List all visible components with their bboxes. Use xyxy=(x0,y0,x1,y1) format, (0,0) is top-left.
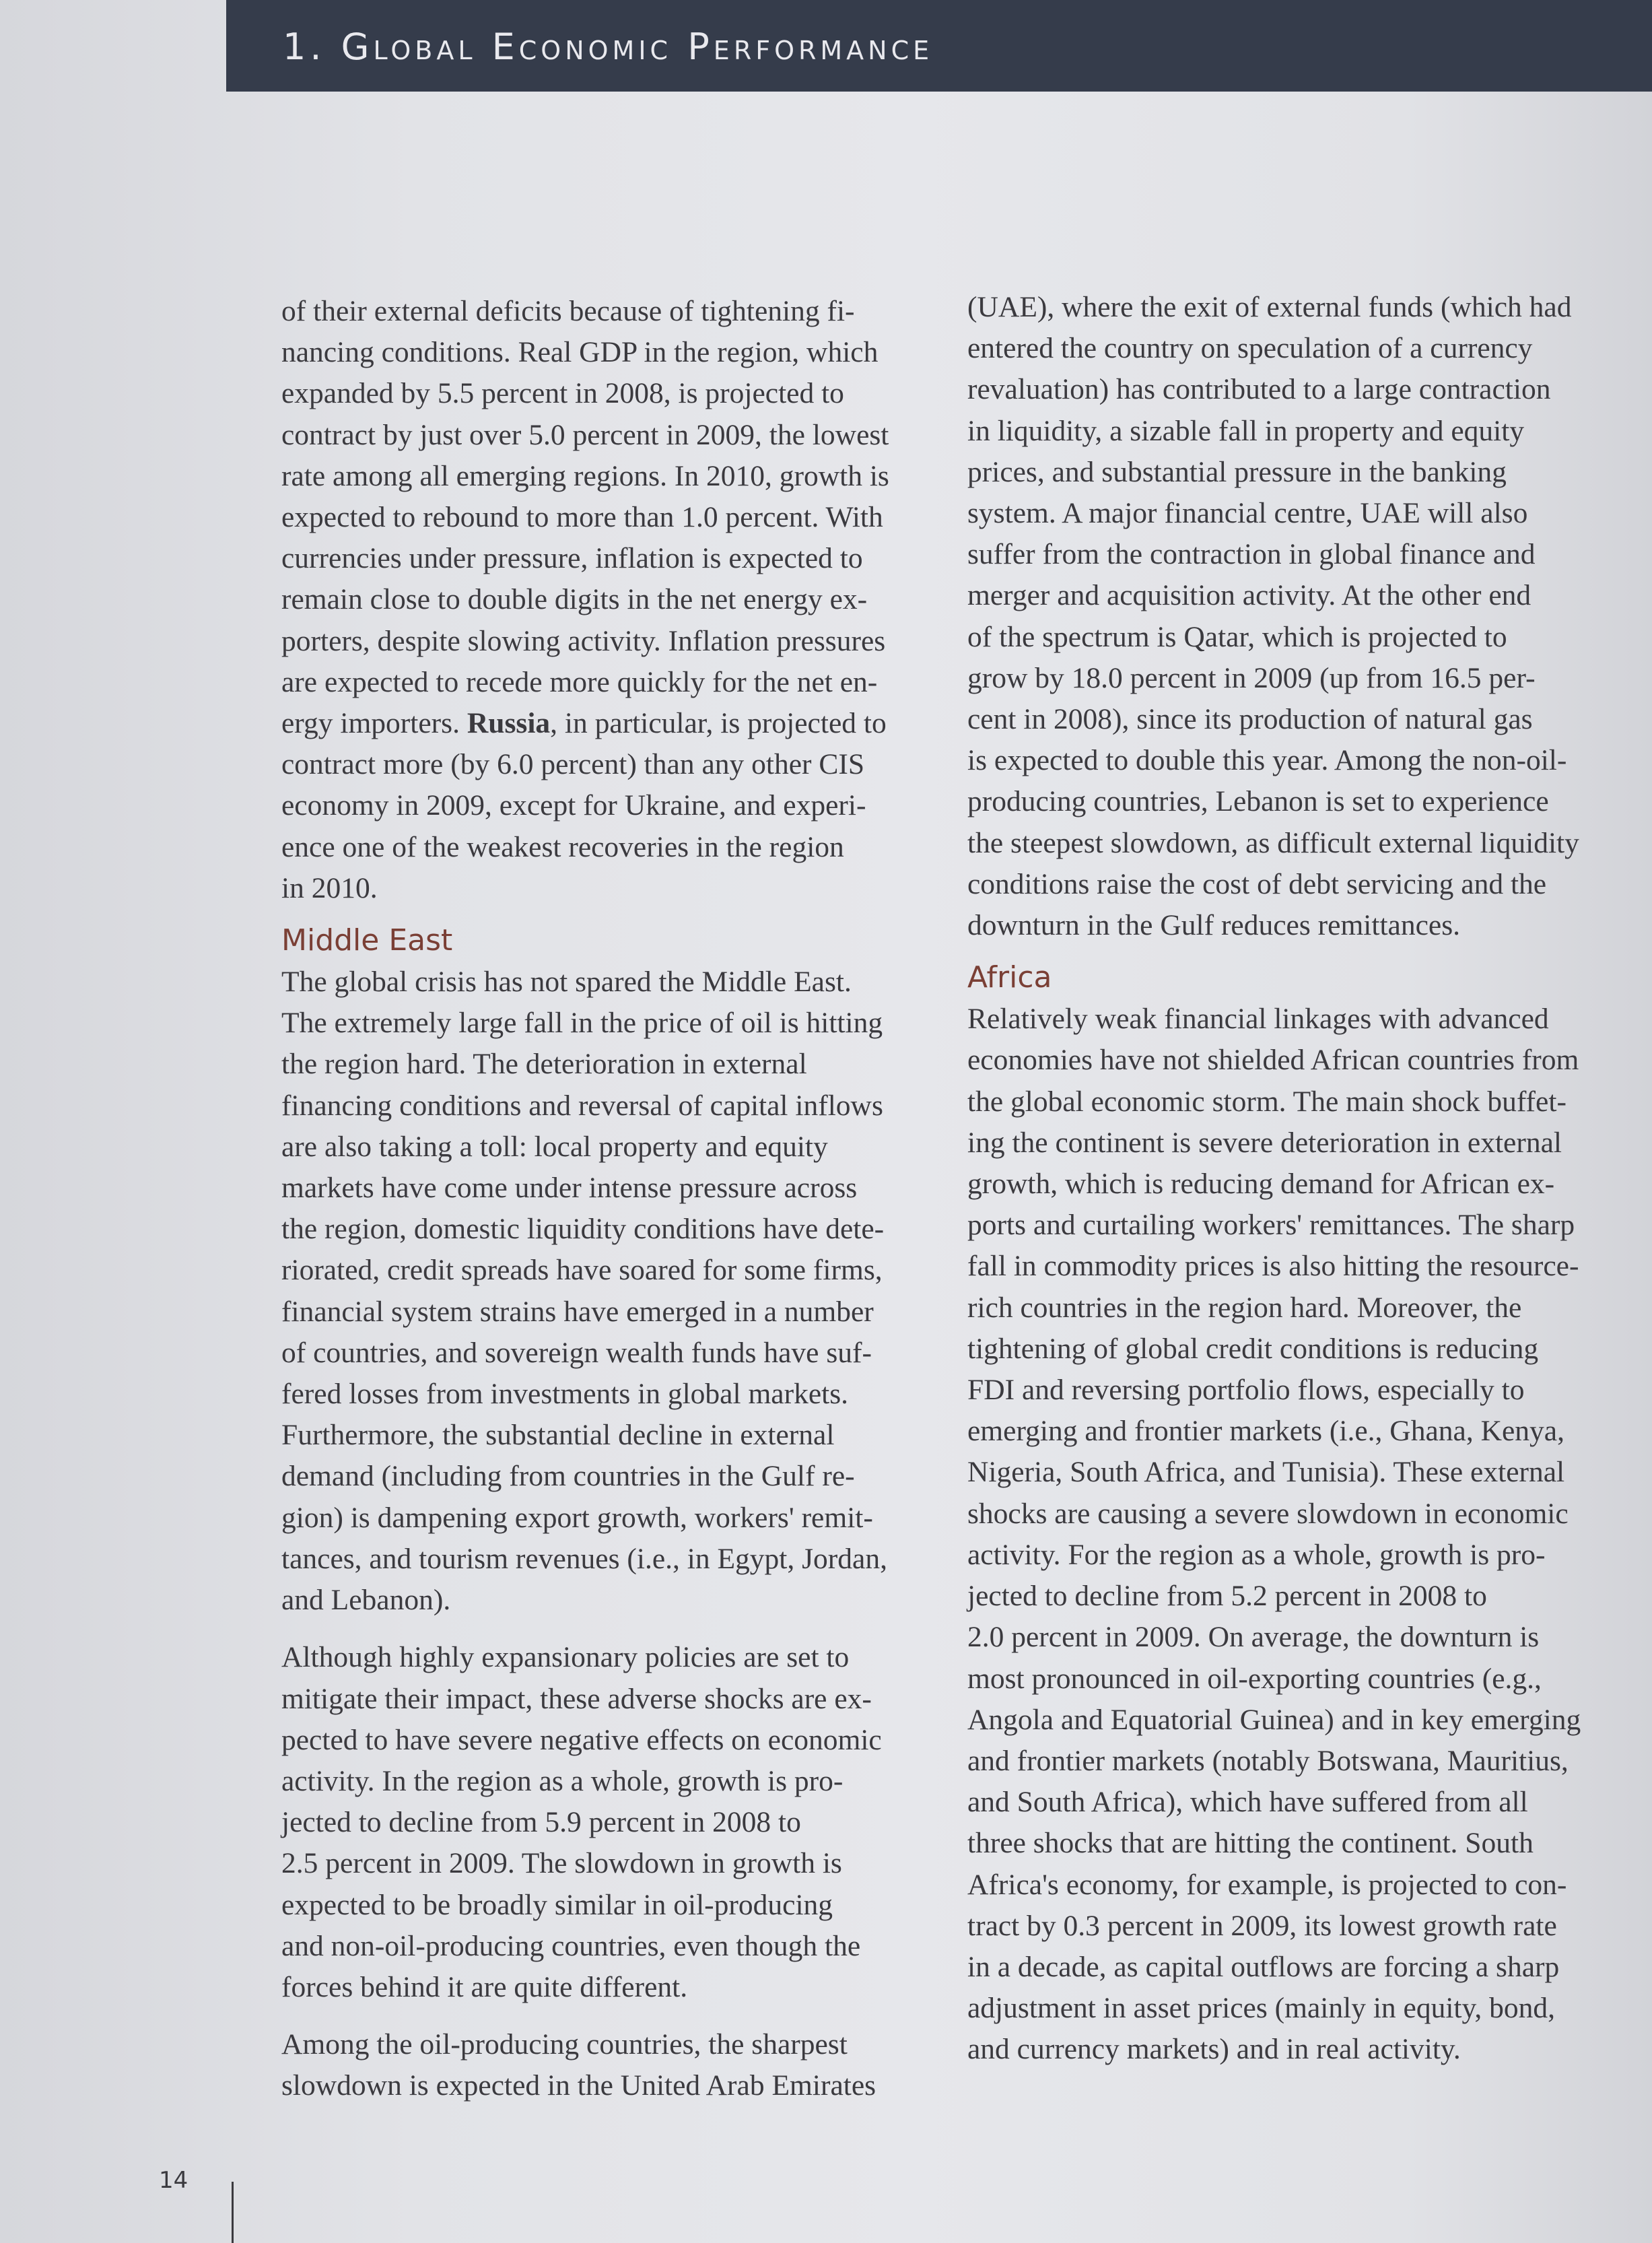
chapter-header-bar xyxy=(226,0,1652,92)
text-line: pected to have severe negative effects on economic xyxy=(281,1723,882,1756)
text-line: 2.0 percent in 2009. On average, the downturn is xyxy=(967,1621,1540,1654)
text-line: prices, and substantial pressure in the banking xyxy=(967,455,1507,488)
chapter-title: 1. Global Economic Performance xyxy=(283,26,934,68)
text-line: tract by 0.3 percent in 2009, its lowest growth rate xyxy=(967,1909,1557,1942)
text-line: nancing conditions. Real GDP in the region, which xyxy=(281,336,879,369)
text-line: the global economic storm. The main shock buffet- xyxy=(967,1085,1567,1118)
text-line: jected to decline from 5.9 percent in 2008 to xyxy=(281,1806,801,1839)
text-line: remain close to double digits in the net energy ex- xyxy=(281,583,868,616)
right-column xyxy=(967,287,1614,2071)
text-run: ergy importers. xyxy=(281,707,467,740)
text-line: is expected to double this year. Among the non-oil- xyxy=(967,744,1567,777)
text-line: and Lebanon). xyxy=(281,1584,451,1617)
text-line: the steepest slowdown, as difficult external liquidity xyxy=(967,826,1579,859)
text-line: cent in 2008), since its production of natural gas xyxy=(967,703,1533,736)
text-line: Nigeria, South Africa, and Tunisia). These external xyxy=(967,1456,1565,1489)
text-line: rate among all emerging regions. In 2010, growth is xyxy=(281,459,889,492)
text-line: economy in 2009, except for Ukraine, and experi- xyxy=(281,789,866,822)
paragraph-spacer xyxy=(281,2008,928,2024)
left-column xyxy=(281,291,928,2107)
text-line: revaluation) has contributed to a large contraction xyxy=(967,373,1551,406)
text-line: contract by just over 5.0 percent in 2009, the lowest xyxy=(281,418,889,451)
text-line: downturn in the Gulf reduces remittances. xyxy=(967,909,1461,942)
text-line: growth, which is reducing demand for African ex- xyxy=(967,1168,1555,1201)
text-line: of their external deficits because of tightening fi- xyxy=(281,295,855,327)
text-line: merger and acquisition activity. At the other end xyxy=(967,579,1531,612)
text-line: and non-oil-producing countries, even though the xyxy=(281,1929,861,1962)
text-line: rich countries in the region hard. Moreover, the xyxy=(967,1291,1522,1324)
text-line: in a decade, as capital outflows are forcing a sharp xyxy=(967,1950,1560,1983)
country-name-bold: Russia xyxy=(467,707,551,740)
text-line: and frontier markets (notably Botswana, Mauritius, xyxy=(967,1744,1569,1777)
text-line: porters, despite slowing activity. Inflation pressures xyxy=(281,624,886,657)
text-line: riorated, credit spreads have soared for some firms, xyxy=(281,1254,883,1287)
text-line: expanded by 5.5 percent in 2008, is projected to xyxy=(281,377,844,410)
section-heading-middle-east: Middle East xyxy=(281,923,453,958)
text-line: most pronounced in oil-exporting countries (e.g., xyxy=(967,1662,1542,1695)
text-line: shocks are causing a severe slowdown in economic xyxy=(967,1497,1569,1530)
text-line: in 2010. xyxy=(281,871,378,904)
text-line: jected to decline from 5.2 percent in 2008 to xyxy=(967,1580,1487,1613)
text-line: are also taking a toll: local property and equity xyxy=(281,1130,828,1163)
text-line: three shocks that are hitting the continent. South xyxy=(967,1827,1534,1860)
text-line: currencies under pressure, inflation is expected to xyxy=(281,542,863,575)
text-line: producing countries, Lebanon is set to experience xyxy=(967,785,1549,818)
text-line: Furthermore, the substantial decline in external xyxy=(281,1419,835,1452)
text-line: the region hard. The deterioration in external xyxy=(281,1048,807,1081)
text-line: 2.5 percent in 2009. The slowdown in growth is xyxy=(281,1847,842,1880)
paragraph xyxy=(281,2024,928,2106)
text-line: system. A major financial centre, UAE will also xyxy=(967,497,1528,530)
text-run: , in particular, is projected to xyxy=(550,707,887,740)
text-line: are expected to recede more quickly for the net en- xyxy=(281,665,878,698)
text-line: adjustment in asset prices (mainly in equity, bond, xyxy=(967,1992,1556,2025)
text-line: ence one of the weakest recoveries in the region xyxy=(281,830,844,863)
text-line: Although highly expansionary policies are set to xyxy=(281,1641,850,1674)
text-line: in liquidity, a sizable fall in property and equity xyxy=(967,414,1525,447)
text-line: of the spectrum is Qatar, which is projected to xyxy=(967,620,1507,653)
text-line: financing conditions and reversal of capital inflows xyxy=(281,1089,883,1122)
text-line: Among the oil-producing countries, the sharpest xyxy=(281,2028,848,2061)
paragraph xyxy=(967,287,1614,946)
text-line: demand (including from countries in the Gulf re- xyxy=(281,1460,855,1493)
text-line: suffer from the contraction in global finance and xyxy=(967,538,1536,571)
text-line: the region, domestic liquidity conditions have dete- xyxy=(281,1213,885,1246)
text-line: entered the country on speculation of a currency xyxy=(967,332,1533,365)
paragraph xyxy=(281,1637,928,2008)
page-number: 14 xyxy=(159,2167,188,2194)
page-number-rule xyxy=(232,2182,234,2243)
text-line: markets have come under intense pressure across xyxy=(281,1172,858,1205)
text-line: activity. For the region as a whole, growth is pro- xyxy=(967,1538,1546,1571)
text-line: tances, and tourism revenues (i.e., in Egypt, Jordan, xyxy=(281,1542,887,1575)
text-line: ing the continent is severe deterioration in external xyxy=(967,1126,1562,1159)
text-line: of countries, and sovereign wealth funds have suf- xyxy=(281,1336,872,1369)
text-line: mitigate their impact, these adverse shocks are ex- xyxy=(281,1682,872,1715)
paragraph-spacer xyxy=(281,1621,928,1637)
text-line: expected to rebound to more than 1.0 percent. With xyxy=(281,501,883,534)
text-line: and currency markets) and in real activity. xyxy=(967,2033,1461,2066)
text-line: FDI and reversing portfolio flows, especially to xyxy=(967,1374,1525,1407)
paragraph xyxy=(281,291,928,909)
text-line: forces behind it are quite different. xyxy=(281,1970,688,2003)
text-line: slowdown is expected in the United Arab Emirates xyxy=(281,2069,876,2102)
text-line: expected to be broadly similar in oil-producing xyxy=(281,1888,833,1921)
text-line: Angola and Equatorial Guinea) and in key emerging xyxy=(967,1703,1581,1736)
text-line: The global crisis has not spared the Middle East. xyxy=(281,966,852,999)
paragraph xyxy=(281,962,928,1621)
text-line: grow by 18.0 percent in 2009 (up from 16.5 per- xyxy=(967,661,1536,694)
text-line: emerging and frontier markets (i.e., Ghana, Kenya, xyxy=(967,1415,1564,1448)
text-line: tightening of global credit conditions is reducing xyxy=(967,1332,1539,1365)
text-line: (UAE), where the exit of external funds (which had xyxy=(967,291,1572,323)
text-line: ports and curtailing workers' remittances. The sharp xyxy=(967,1209,1575,1242)
text-line: gion) is dampening export growth, workers' remit- xyxy=(281,1501,873,1534)
text-line: economies have not shielded African countries from xyxy=(967,1044,1579,1077)
text-line: Africa's economy, for example, is projected to con- xyxy=(967,1868,1567,1901)
text-line: fall in commodity prices is also hitting the resource- xyxy=(967,1250,1579,1283)
text-line: Relatively weak financial linkages with advanced xyxy=(967,1003,1549,1036)
text-line: financial system strains have emerged in a number xyxy=(281,1295,874,1328)
text-line: and South Africa), which have suffered from all xyxy=(967,1786,1528,1819)
text-line: fered losses from investments in global markets. xyxy=(281,1378,849,1411)
text-line: conditions raise the cost of debt servicing and the xyxy=(967,867,1547,900)
section-heading-africa: Africa xyxy=(967,960,1052,995)
text-line: activity. In the region as a whole, growth is pro- xyxy=(281,1764,844,1797)
paragraph xyxy=(967,999,1614,2070)
text-line: The extremely large fall in the price of oil is hitting xyxy=(281,1007,883,1040)
text-line xyxy=(281,703,928,744)
text-line: contract more (by 6.0 percent) than any other CIS xyxy=(281,748,865,781)
